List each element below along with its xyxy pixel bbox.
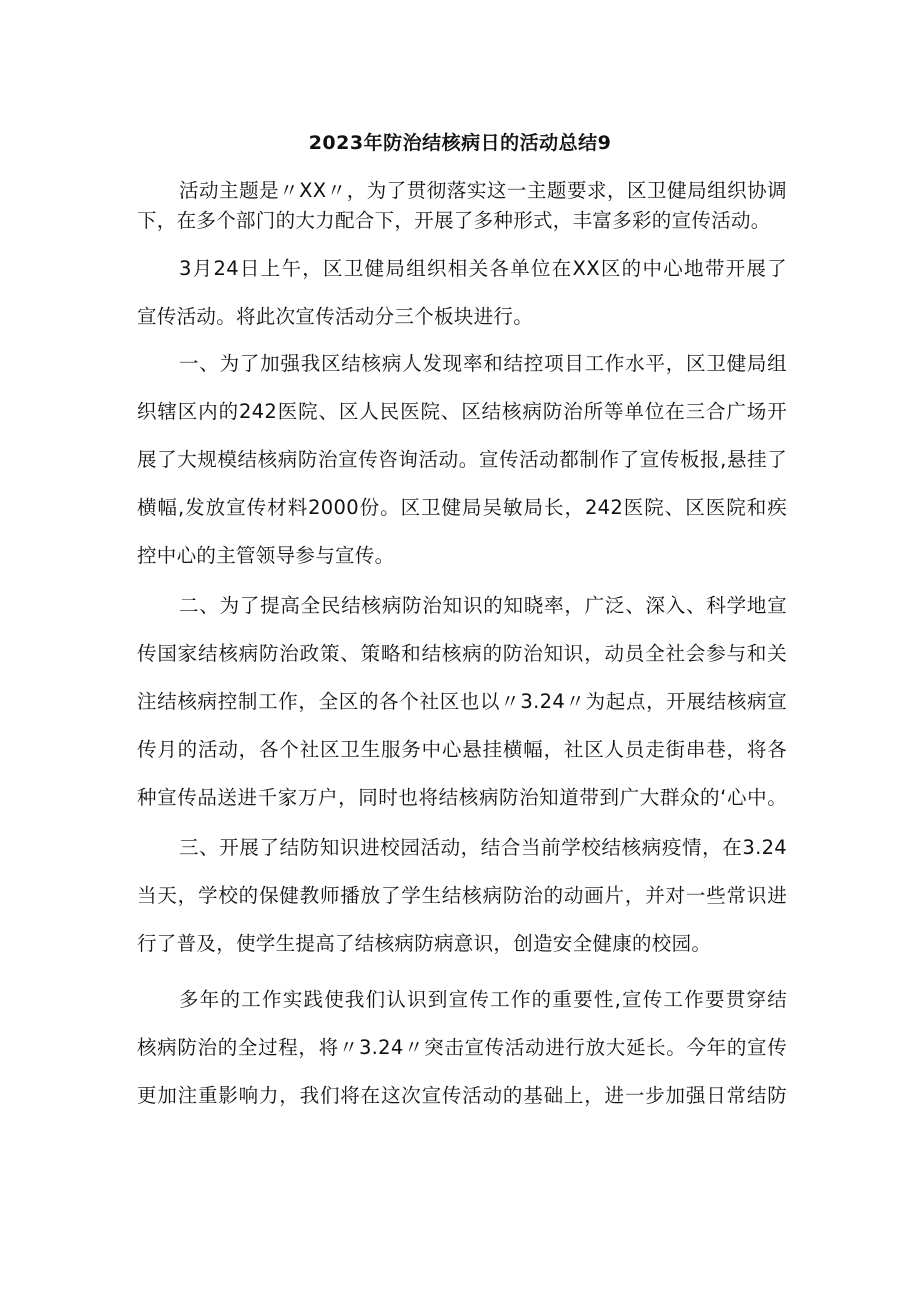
paragraph-line: 横幅,发放宣传材料2000份。区卫健局吴敏局长，242医院、区医院和疾 (137, 496, 787, 519)
document-title: 2023年防治结核病日的活动总结9 (308, 132, 612, 154)
paragraph-line: 控中心的主管领导参与宣传。 (137, 544, 395, 567)
paragraph-line: 宣传活动。将此次宣传活动分三个板块进行。 (137, 305, 534, 328)
paragraph-3 (137, 340, 787, 580)
paragraph-line: 展了大规模结核病防治宣传咨询活动。宣传活动都制作了宣传板报,悬挂了 (137, 448, 787, 471)
paragraph-line: 传月的活动，各个社区卫生服务中心悬挂横幅，社区人员走街串巷，将各 (137, 738, 787, 761)
paragraph-line: 行了普及，使学生提高了结核病防病意识，创造安全健康的校园。 (137, 932, 712, 955)
paragraph-line: 3月24日上午，区卫健局组织相关各单位在XX区的中心地带开展了 (179, 257, 787, 280)
paragraph-line: 下，在多个部门的大力配合下，开展了多种形式，丰富多彩的宣传活动。 (137, 209, 771, 232)
paragraph-6 (137, 976, 787, 1120)
paragraph-line: 一、为了加强我区结核病人发现率和结控项目工作水平，区卫健局组 (179, 352, 787, 375)
paragraph-line: 织辖区内的242医院、区人民医院、区结核病防治所等单位在三合广场开 (137, 400, 787, 423)
paragraph-line: 当天，学校的保健教师播放了学生结核病防治的动画片，并对一些常识进 (137, 884, 787, 907)
paragraph-line: 三、开展了结防知识进校园活动，结合当前学校结核病疫情，在3.24 (179, 836, 787, 859)
paragraph-5 (137, 824, 787, 968)
paragraph-line: 种宣传品送进千家万户，同时也将结核病防治知道带到广大群众的‘心中。 (137, 786, 787, 809)
paragraph-line: 更加注重影响力，我们将在这次宣传活动的基础上，进一步加强日常结防 (137, 1084, 787, 1107)
paragraph-4 (137, 582, 787, 822)
paragraph-line: 传国家结核病防治政策、策略和结核病的防治知识，动员全社会参与和关 (137, 642, 787, 665)
paragraph-line: 多年的工作实践使我们认识到宣传工作的重要性,宣传工作要贯穿结 (179, 988, 787, 1011)
paragraph-1 (137, 176, 787, 236)
paragraph-line: 二、为了提高全民结核病防治知识的知晓率，广泛、深入、科学地宣 (179, 594, 787, 617)
paragraph-2 (137, 245, 787, 341)
paragraph-line: 注结核病控制工作，全区的各个社区也以〃3.24〃为起点，开展结核病宣 (137, 690, 787, 713)
paragraph-line: 核病防治的全过程，将〃3.24〃突击宣传活动进行放大延长。今年的宣传 (137, 1036, 787, 1059)
paragraph-line: 活动主题是〃XX〃，为了贯彻落实这一主题要求，区卫健局组织协调 (179, 179, 787, 202)
